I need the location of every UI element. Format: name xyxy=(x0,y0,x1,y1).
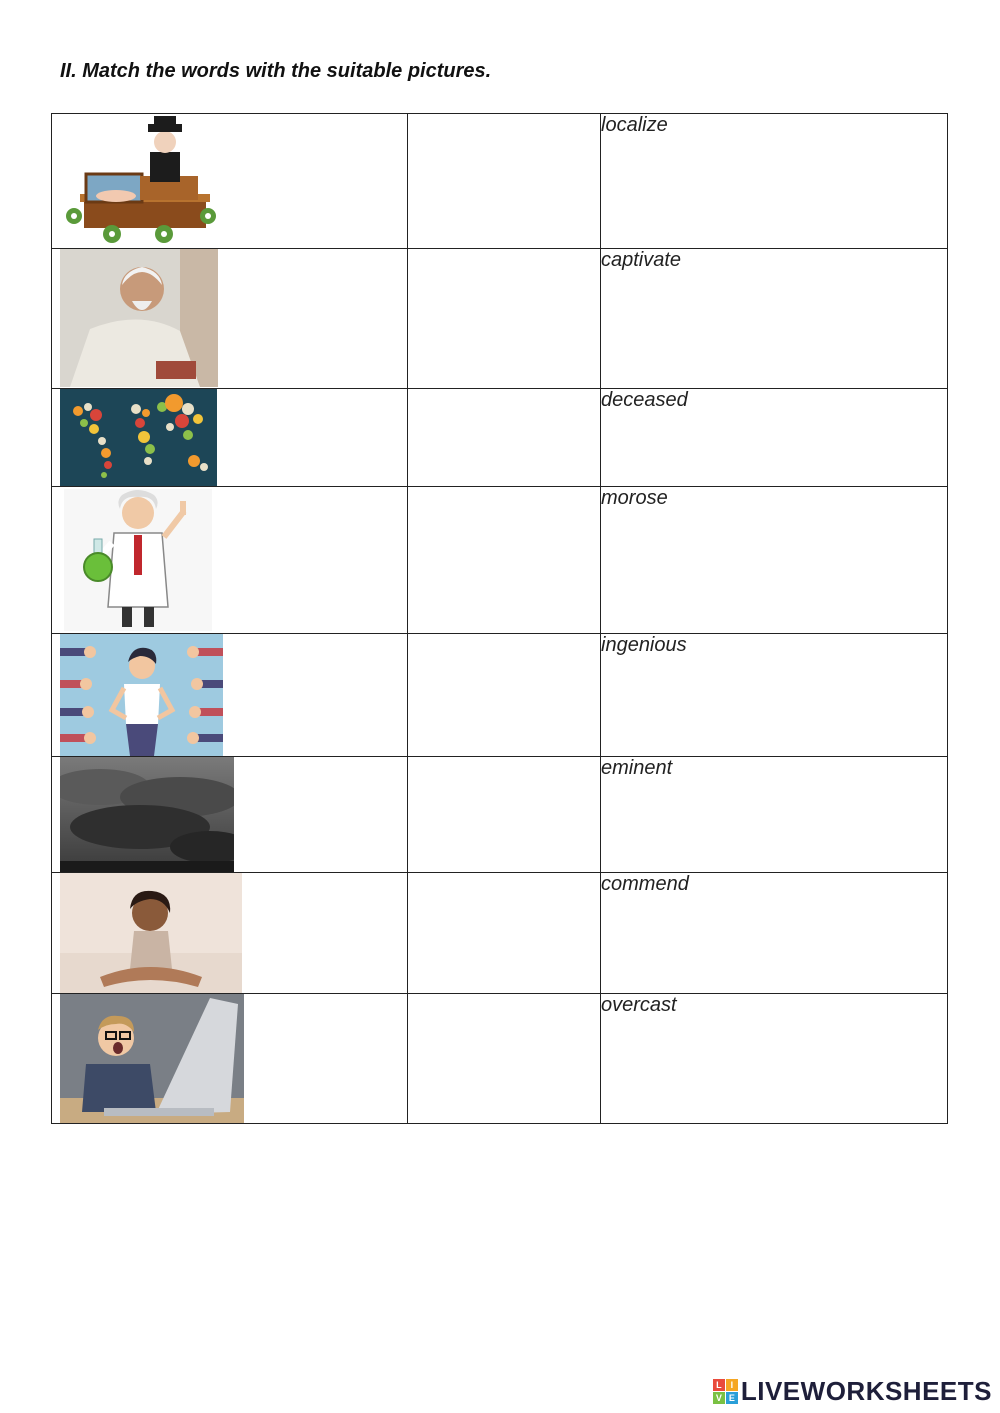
picture-cell xyxy=(52,994,408,1124)
instruction-heading: II. Match the words with the suitable pictures. xyxy=(60,60,492,82)
table-row xyxy=(52,487,948,634)
picture-cell xyxy=(52,114,408,249)
dotted-world-map-icon xyxy=(60,389,217,486)
word-cell-overcast: overcast xyxy=(601,994,948,1124)
table-row xyxy=(52,249,948,389)
sad-girl-sitting-photo xyxy=(60,873,242,993)
logo-text: LIVEWORKSHEETS xyxy=(740,1376,992,1406)
word-cell-commend: commend xyxy=(601,873,948,994)
logo-mark-letter: L xyxy=(713,1379,725,1391)
storm-clouds-photo xyxy=(60,757,234,872)
table-row xyxy=(52,873,948,994)
liveworksheets-logo xyxy=(713,1376,992,1407)
picture-cell xyxy=(52,757,408,873)
answer-cell[interactable] xyxy=(408,249,601,389)
woman-thumbs-up-icon xyxy=(60,634,223,756)
word-cell-captivate: captivate xyxy=(601,249,948,389)
logo-mark-letter: E xyxy=(726,1392,738,1404)
word-cell-localize: localize xyxy=(601,114,948,249)
picture-cell xyxy=(52,487,408,634)
smiling-elderly-man-photo xyxy=(60,249,218,387)
matching-table xyxy=(51,113,948,1124)
picture-cell xyxy=(52,634,408,757)
picture-cell xyxy=(52,873,408,994)
picture-cell xyxy=(52,389,408,487)
table-row xyxy=(52,757,948,873)
table-row xyxy=(52,389,948,487)
answer-cell[interactable] xyxy=(408,994,601,1124)
priest-at-coffin-icon xyxy=(66,116,218,246)
word-cell-morose: morose xyxy=(601,487,948,634)
answer-cell[interactable] xyxy=(408,757,601,873)
table-row xyxy=(52,114,948,249)
word-cell-ingenious: ingenious xyxy=(601,634,948,757)
answer-cell[interactable] xyxy=(408,114,601,249)
word-cell-deceased: deceased xyxy=(601,389,948,487)
shocked-boy-laptop-photo xyxy=(60,994,244,1123)
picture-cell xyxy=(52,249,408,389)
logo-mark-letter: V xyxy=(713,1392,725,1404)
logo-mark-letter: I xyxy=(726,1379,738,1391)
table-row xyxy=(52,634,948,757)
answer-cell[interactable] xyxy=(408,389,601,487)
answer-cell[interactable] xyxy=(408,487,601,634)
table-row xyxy=(52,994,948,1124)
logo-mark xyxy=(713,1379,738,1404)
word-cell-eminent: eminent xyxy=(601,757,948,873)
answer-cell[interactable] xyxy=(408,634,601,757)
answer-cell[interactable] xyxy=(408,873,601,994)
scientist-with-flask-icon xyxy=(64,489,212,631)
